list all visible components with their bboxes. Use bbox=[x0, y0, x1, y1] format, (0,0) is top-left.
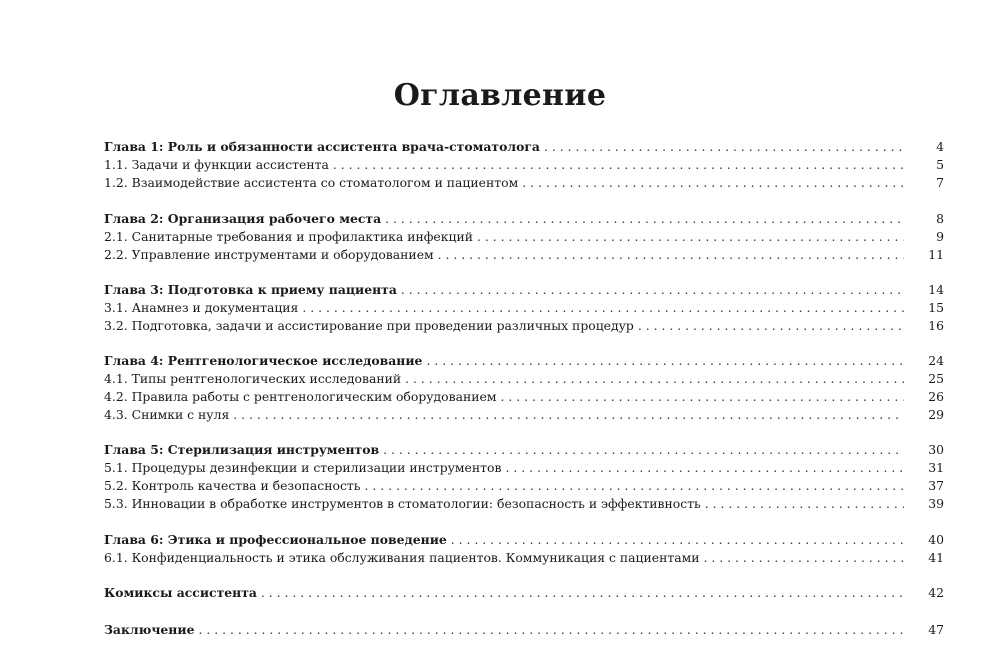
toc-section-4-1[interactable] bbox=[104, 370, 944, 388]
toc-leader-dots bbox=[302, 299, 904, 317]
toc-entry-label: Глава 4: Рентгенологическое исследование bbox=[104, 353, 423, 368]
toc-entry-label: 4.1. Типы рентгенологических исследований bbox=[104, 371, 402, 386]
toc-page-number: 11 bbox=[928, 247, 944, 262]
toc-leader-dots bbox=[383, 441, 904, 459]
toc-page-number: 9 bbox=[936, 229, 944, 244]
page-title: Оглавление bbox=[393, 78, 607, 113]
toc-entry-label: 1.2. Взаимодействие ассистента со стоматологом и пациентом bbox=[104, 175, 519, 190]
toc-page-number: 16 bbox=[928, 318, 944, 333]
toc-entry-label: 5.2. Контроль качества и безопасность bbox=[104, 478, 361, 493]
toc-chapter-4[interactable] bbox=[104, 352, 944, 370]
toc-entry-label: Глава 3: Подготовка к приему пациента bbox=[104, 282, 397, 297]
toc-section-1-1[interactable] bbox=[104, 156, 944, 174]
toc-leader-dots bbox=[401, 281, 904, 299]
toc-section-4-2[interactable] bbox=[104, 388, 944, 406]
toc-leader-dots bbox=[501, 388, 905, 406]
toc-page-number: 5 bbox=[936, 157, 944, 172]
toc-section-5-1[interactable] bbox=[104, 459, 944, 477]
toc-page-number: 26 bbox=[928, 389, 944, 404]
toc-leader-dots bbox=[544, 138, 904, 156]
toc-leader-dots bbox=[261, 584, 904, 602]
toc-leader-dots bbox=[522, 174, 904, 192]
toc-conclusion[interactable] bbox=[104, 621, 944, 639]
toc-leader-dots bbox=[438, 246, 904, 264]
toc-chapter-5[interactable] bbox=[104, 441, 944, 459]
toc-page-number: 29 bbox=[928, 407, 944, 422]
toc-entry-label: 3.2. Подготовка, задачи и ассистирование при проведении различных процедур bbox=[104, 318, 634, 333]
toc-section-2-1[interactable] bbox=[104, 228, 944, 246]
toc-comics[interactable] bbox=[104, 584, 944, 602]
toc-entry-label: Глава 1: Роль и обязанности ассистента врача-стоматолога bbox=[104, 139, 540, 154]
toc-entry-label: 2.1. Санитарные требования и профилактика инфекций bbox=[104, 229, 473, 244]
toc-page-number: 37 bbox=[928, 478, 944, 493]
toc-page-number: 15 bbox=[928, 300, 944, 315]
toc-page-number: 25 bbox=[928, 371, 944, 386]
toc-entry-label: 1.1. Задачи и функции ассистента bbox=[104, 157, 329, 172]
toc-page-number: 14 bbox=[928, 282, 944, 297]
toc-page-number: 47 bbox=[928, 622, 944, 637]
toc-leader-dots bbox=[198, 621, 904, 639]
toc-entry-label: 5.1. Процедуры дезинфекции и стерилизации инструментов bbox=[104, 460, 502, 475]
toc-chapter-1[interactable] bbox=[104, 138, 944, 156]
toc-section-1-2[interactable] bbox=[104, 174, 944, 192]
toc-section-5-2[interactable] bbox=[104, 477, 944, 495]
toc-leader-dots bbox=[451, 531, 904, 549]
toc-section-5-3[interactable] bbox=[104, 495, 944, 513]
toc-entry-label: Заключение bbox=[104, 622, 195, 637]
toc-leader-dots bbox=[477, 228, 904, 246]
toc-entry-label: Глава 5: Стерилизация инструментов bbox=[104, 442, 380, 457]
toc-leader-dots bbox=[333, 156, 904, 174]
toc-leader-dots bbox=[405, 370, 904, 388]
toc-page-number: 4 bbox=[936, 139, 944, 154]
toc-page-number: 42 bbox=[928, 585, 944, 600]
toc-page-number: 24 bbox=[928, 353, 944, 368]
toc-leader-dots bbox=[426, 352, 904, 370]
toc-page-number: 41 bbox=[928, 550, 944, 565]
toc-entry-label: Комиксы ассистента bbox=[104, 585, 257, 600]
toc-page-number: 31 bbox=[928, 460, 944, 475]
toc-leader-dots bbox=[638, 317, 904, 335]
toc-entry-label: 4.3. Снимки с нуля bbox=[104, 407, 230, 422]
toc-entry-label: 2.2. Управление инструментами и оборудованием bbox=[104, 247, 434, 262]
toc-chapter-3[interactable] bbox=[104, 281, 944, 299]
toc-page-number: 39 bbox=[928, 496, 944, 511]
toc-leader-dots bbox=[233, 406, 904, 424]
toc-chapter-6[interactable] bbox=[104, 531, 944, 549]
toc-entry-label: 3.1. Анамнез и документация bbox=[104, 300, 299, 315]
toc-entry-label: Глава 6: Этика и профессиональное поведение bbox=[104, 532, 447, 547]
toc-section-3-2[interactable] bbox=[104, 317, 944, 335]
toc-leader-dots bbox=[703, 549, 904, 567]
toc-section-4-3[interactable] bbox=[104, 406, 944, 424]
toc-page-number: 7 bbox=[936, 175, 944, 190]
toc-page-number: 40 bbox=[928, 532, 944, 547]
toc-section-6-1[interactable] bbox=[104, 549, 944, 567]
toc-leader-dots bbox=[365, 477, 905, 495]
toc-leader-dots bbox=[505, 459, 904, 477]
toc-entry-label: 5.3. Инновации в обработке инструментов в стоматологии: безопасность и эффективность bbox=[104, 496, 701, 511]
toc-entry-label: Глава 2: Организация рабочего места bbox=[104, 211, 382, 226]
toc-section-3-1[interactable] bbox=[104, 299, 944, 317]
toc-entry-label: 6.1. Конфиденциальность и этика обслуживания пациентов. Коммуникация с пациентами bbox=[104, 550, 700, 565]
toc-page-number: 30 bbox=[928, 442, 944, 457]
toc-chapter-2[interactable] bbox=[104, 210, 944, 228]
toc-page-number: 8 bbox=[936, 211, 944, 226]
toc-leader-dots bbox=[705, 495, 904, 513]
toc-section-2-2[interactable] bbox=[104, 246, 944, 264]
toc-entry-label: 4.2. Правила работы с рентгенологическим оборудованием bbox=[104, 389, 497, 404]
toc-leader-dots bbox=[385, 210, 904, 228]
